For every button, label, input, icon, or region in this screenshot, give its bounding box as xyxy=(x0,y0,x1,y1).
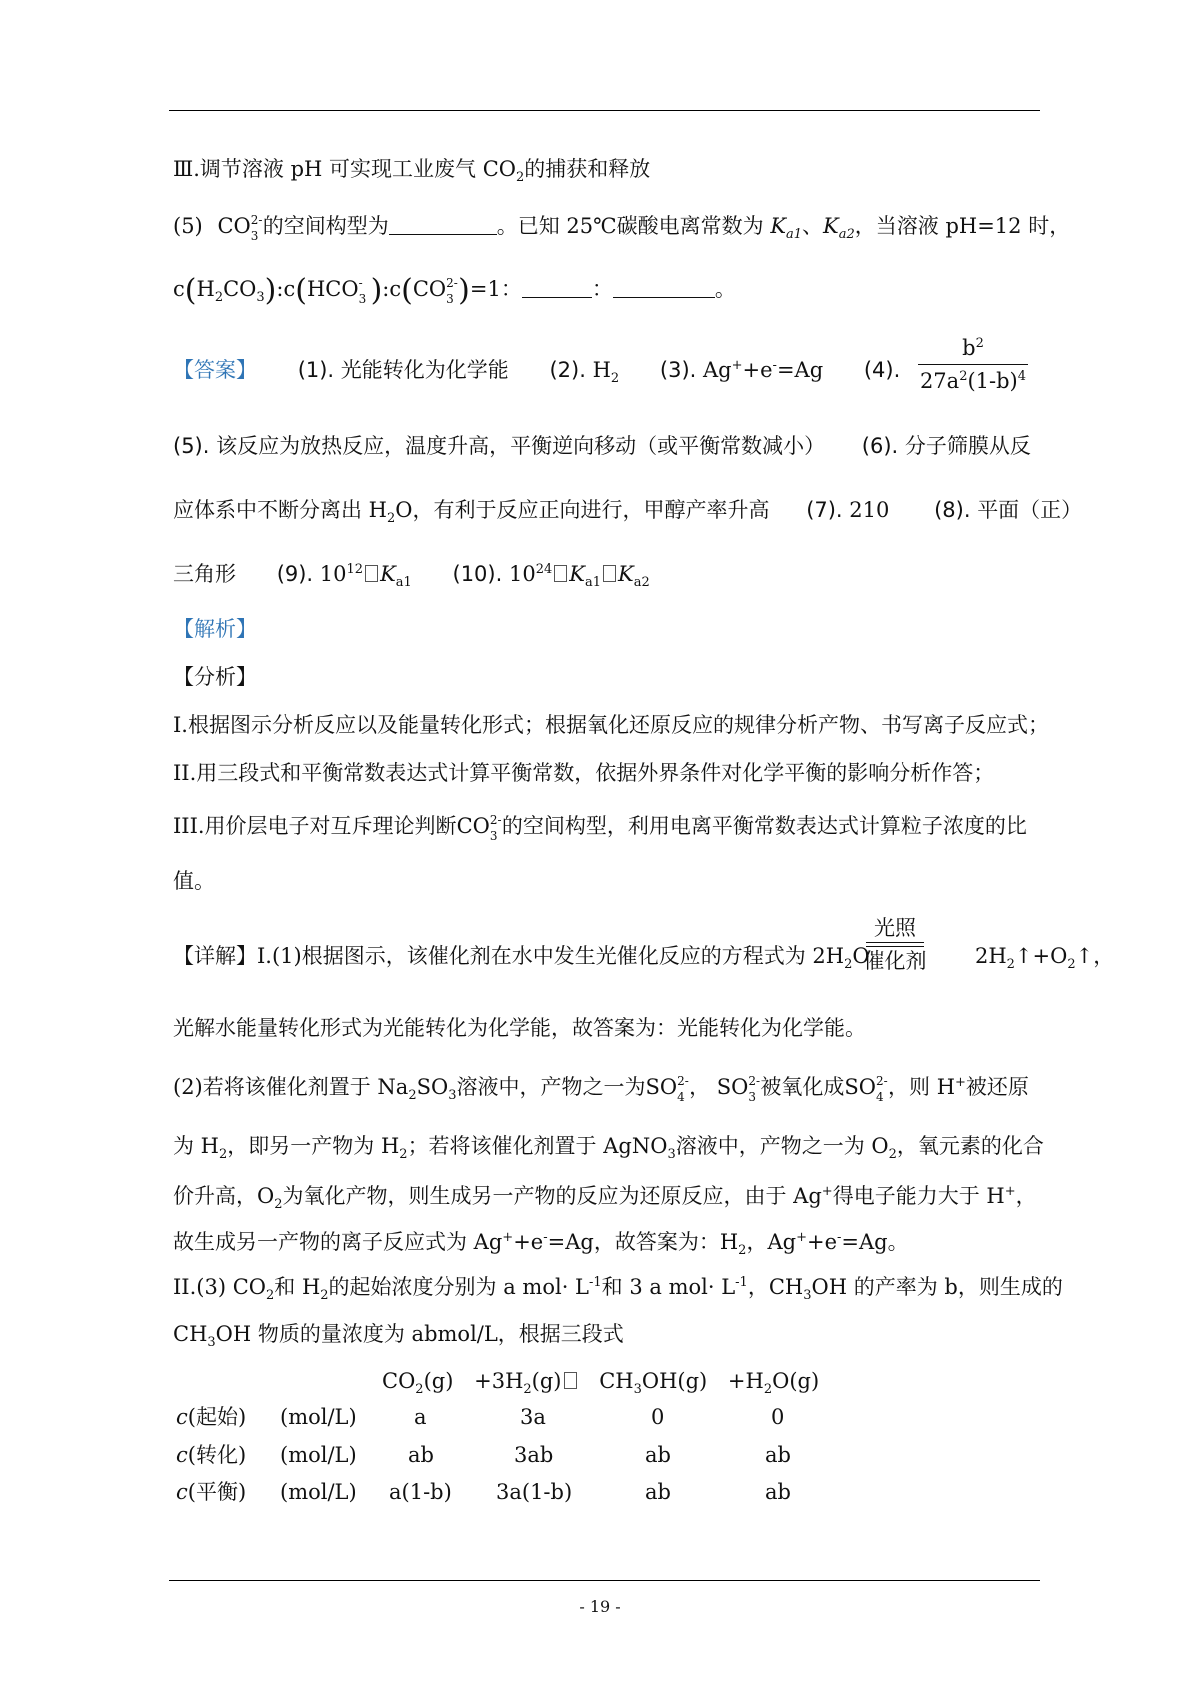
footer-rule xyxy=(169,1580,1040,1581)
answer-line4: 三角形 (9). $10^{12}$ $K_{a1}$ (10). $10^{24}$ $K_{a1}$ $K_{a2}$ xyxy=(173,562,650,591)
table-row: c(转化) xyxy=(176,1443,247,1467)
table-row: c(平衡) xyxy=(176,1480,247,1504)
missing-glyph-icon xyxy=(365,565,378,582)
fenxi-tag: 【分析】 xyxy=(173,665,257,689)
table-unit: (mol/L) xyxy=(280,1405,357,1429)
table-cell: a xyxy=(414,1405,427,1429)
page-number: - 19 - xyxy=(579,1597,621,1616)
table-row: c(起始) xyxy=(176,1405,247,1429)
header-rule xyxy=(169,110,1040,111)
detail-2-line2: 为 $H_2$，即另一产物为 $H_2$；若将该催化剂置于 AgNO$_3$溶液中，产物之一为 $O_2$，氧元素的化合 xyxy=(173,1134,1044,1163)
question-5-line1: (5) CO 2- 3 的空间构型为 。已知 25℃碳酸电离常数为 $K_{a1}$、$K_{a2}$，当溶液 pH=12 时， xyxy=(173,212,1071,243)
table-cell: ab xyxy=(408,1443,434,1467)
analysis-p2: II.用三段式和平衡常数表达式计算平衡常数，依据外界条件对化学平衡的影响分析作答； xyxy=(173,761,995,785)
table-cell: 3a(1-b) xyxy=(496,1480,573,1504)
table-cell: ab xyxy=(645,1480,671,1504)
table-cell: ab xyxy=(765,1480,791,1504)
detail-1-line2: 光解水能量转化形式为光能转化为化学能，故答案为：光能转化为化学能。 xyxy=(173,1016,866,1040)
table-cell: 3ab xyxy=(514,1443,554,1467)
section-heading: Ⅲ.调节溶液 pH 可实现工业废气 $CO_2$的捕获和释放 xyxy=(173,157,651,186)
answer-blank xyxy=(389,216,497,235)
detail-3-line1: II.(3) $CO_2$和 $H_2$的起始浓度分别为 a $mol\cdot L^{-1}$和 3 a $mol\cdot L^{-1}$，$CH_3OH$ 的产率为 b，则生成的 xyxy=(173,1275,1063,1304)
equilibrium-arrow-icon xyxy=(564,1372,577,1389)
answer-line2: (5). 该反应为放热反应，温度升高，平衡逆向移动（或平衡常数减小） (6). 分子筛膜从反 xyxy=(173,434,1031,458)
table-cell: 0 xyxy=(651,1405,665,1429)
question-5-line2: $c(H_2CO_3):c(HCO$ - 3 ):c(CO 2- 3 )=1： ： 。 xyxy=(173,273,736,308)
answer-line1: 【答案】 (1). 光能转化为化学能 (2). $H_2$ (3). Ag++e-=Ag (4). xyxy=(173,358,901,387)
answer-line3: 应体系中不断分离出 $H_2O$，有利于反应正向进行，甲醇产率升高 (7). 210 (8). 平面（正） xyxy=(173,498,1083,527)
detail-1-line1: 【详解】I.(1)根据图示，该催化剂在水中发生光催化反应的方程式为 $2H_2O$ $2H_2↑+O_2↑$， xyxy=(173,944,1115,973)
answer-blank xyxy=(522,279,592,298)
reaction-condition: 光照 催化剂 xyxy=(863,916,927,973)
detail-2-line4: 故生成另一产物的离子反应式为 Ag++e-=Ag，故答案为：$H_2$，Ag++e-=Ag。 xyxy=(173,1230,909,1259)
detail-2-line3: 价升高，$O_2$为氧化产物，则生成另一产物的反应为还原反应，由于 Ag+得电子能力大于 H+， xyxy=(173,1184,1037,1213)
analysis-tag: 【解析】 xyxy=(173,617,257,641)
answer-4-fraction: $\frac{b^2}{27a^2(1-b)^4}$ xyxy=(919,336,1027,393)
table-cell: 0 xyxy=(771,1405,785,1429)
missing-glyph-icon xyxy=(554,565,567,582)
table-cell: ab xyxy=(765,1443,791,1467)
table-unit: (mol/L) xyxy=(280,1480,357,1504)
detail-2-line1: (2)若将该催化剂置于 $Na_2SO_3$溶液中，产物之一为SO 2- 4 ， SO 2- 3 被氧化成SO 2- 4 ，则 H+被还原 xyxy=(173,1073,1029,1104)
equation-row: $CO_2(g) +3H_2(g)$ $CH_3OH(g) +H_2O(g)$ xyxy=(382,1369,820,1398)
answer-blank xyxy=(613,279,715,298)
table-unit: (mol/L) xyxy=(280,1443,357,1467)
missing-glyph-icon xyxy=(603,565,616,582)
analysis-p1: I.根据图示分析反应以及能量转化形式；根据氧化还原反应的规律分析产物、书写离子反应式； xyxy=(173,713,1049,737)
analysis-p3: III.用价层电子对互斥理论判断CO 2- 3 的空间构型，利用电离平衡常数表达式计算粒子浓度的比 xyxy=(173,812,1027,843)
table-cell: 3a xyxy=(520,1405,546,1429)
table-cell: a(1-b) xyxy=(389,1480,452,1504)
answer-tag: 【答案】 xyxy=(173,358,257,382)
table-cell: ab xyxy=(645,1443,671,1467)
analysis-p3-end: 值。 xyxy=(173,869,215,893)
detail-3-line2: $CH_3OH$ 物质的量浓度为 abmol/L，根据三段式 xyxy=(173,1322,624,1351)
